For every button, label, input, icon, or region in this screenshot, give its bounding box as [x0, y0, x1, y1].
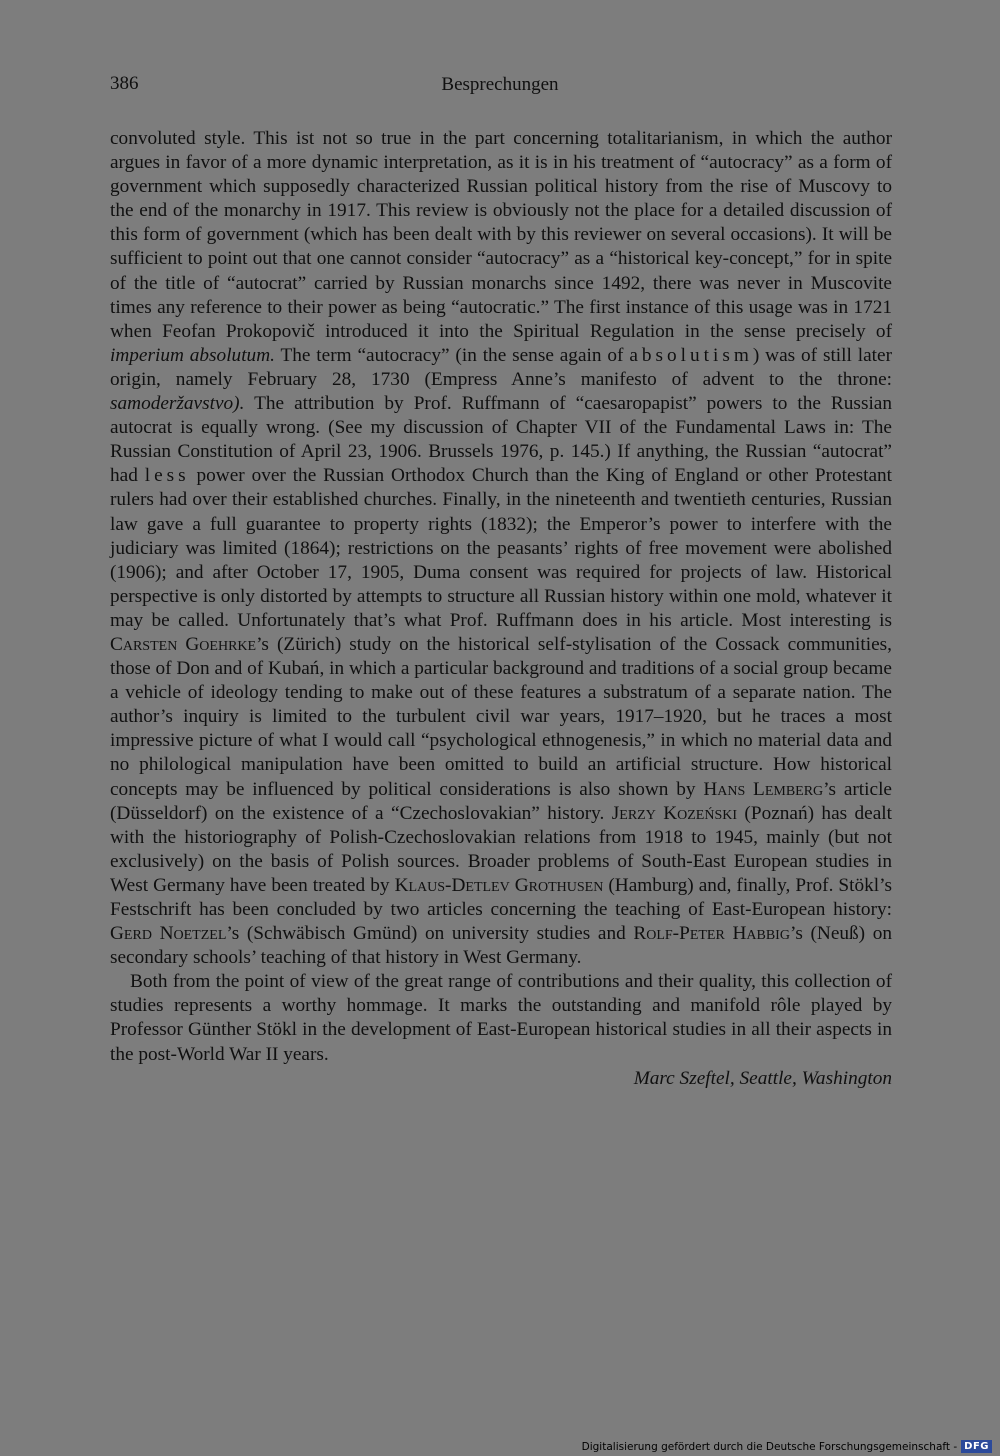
author-name: Carsten Goehrke [110, 633, 257, 655]
footer-text: Digitalisierung gefördert durch die Deutsche Forschungsgemeinschaft - [581, 1440, 958, 1453]
author-name: Rolf-Peter Habbig [633, 923, 790, 945]
author-name: Jerzy Kozeński [611, 802, 738, 824]
text-run: ) was of still later origin, namely February 28, 1730 (Empress Anne’s manifesto of advent to the throne: [110, 344, 892, 390]
page-number: 386 [110, 73, 139, 94]
paragraph-1 [110, 127, 892, 970]
italic-term: imperium absolutum. [110, 344, 275, 366]
text-run: (Poznań) has dealt with the historiography of Polish-Czechoslovakian relations from 1918 to 1945, mainly (but not exclusively) on the basis of Polish sources. Broader problems of South-East European studies in West Germany have been treated by [110, 802, 892, 896]
footer [582, 1440, 992, 1453]
text-run: ’s (Neuß) on secondary schools’ teaching of that history in West Germany. [110, 923, 893, 969]
spaced-term: less [144, 465, 190, 487]
paragraph-2: Both from the point of view of the great range of contributions and their quality, this collection of studies represents a worthy hommage. It marks the outstanding and manifold rôle played by Professor Günther Stökl in the development of East-European historical studies in all their aspects in the post-World War II years. [110, 971, 892, 1065]
text-run: ’s article (Düsseldorf) on the existence of a “Czechoslovakian” history. [110, 778, 892, 824]
author-name: Gerd Noetzel [110, 923, 227, 945]
text-run: ’s (Zürich) study on the historical self-stylisation of the Cossack communities, those of Don and of Kubań, in which a particular background and traditions of a social group became a vehicle of ideology tending to make out of these features a substratum of a separate nation. The author’s inquiry is limited to the turbulent civil war years, 1917–1920, but he traces a most impressive picture of what I would call “psychological ethnogenesis,” in which no material data and no philological manipulation have been omitted to build an artificial structure. How historical concepts may be influenced by political considerations is also shown by [110, 633, 893, 800]
author-name: Klaus-Detlev Grothusen [394, 874, 604, 896]
text-run: convoluted style. This ist not so true in the part concerning totalitarianism, in which the author argues in favor of a more dynamic interpretation, as it is in his treatment of “autocracy” as a form of government which supposedly characterized Russian political history from the rise of Muscovy to the end of the monarchy in 1917. This review is obviously not the place for a detailed discussion of this form of government (which has been dealt with by this reviewer on several occasions). It will be sufficient to point out that one cannot consider “autocracy” as a “historical key-concept,” for in spite of the title of “autocrat” carried by Russian monarchs since 1492, there was never in Muscovite times any reference to their power as being “autocratic.” The first instance of this usage was in 1721 when Feofan Prokopovič introduced it into the Spiritual Regulation in the sense precisely of [110, 128, 892, 342]
text-run: power over the Russian Orthodox Church than the King of England or other Protestant rulers had over their established churches. Finally, in the nineteenth and twentieth centuries, Russian law gave a full guarantee to property rights (1832); the Emperor’s power to interfere with the judiciary was limited (1864); restrictions on the peasants’ rights of free movement were abolished (1906); and after October 17, 1905, Duma consent was required for projects of law. Historical perspective is only distorted by attempts to structure all Russian history within one mold, whatever it may be called. Unfortunately that’s what Prof. Ruffmann does in his article. Most interesting is [110, 465, 892, 631]
text-run: ’s (Schwäbisch Gmünd) on university studies and [226, 923, 634, 945]
text-run: The term “autocracy” (in the sense again of [274, 344, 630, 366]
running-head: Besprechungen [441, 74, 559, 95]
dfg-logo: DFG [961, 1440, 992, 1453]
text-run: (Hamburg) and, finally, Prof. Stökl’s Festschrift has been concluded by two articles concerning the teaching of East-European history: [110, 874, 892, 920]
spaced-term: absolutism [629, 344, 753, 366]
text-run: The attribution by Prof. Ruffmann of “caesaropapist” powers to the Russian autocrat is equally wrong. (See my discussion of Chapter VII of the Fundamental Laws in: The Russian Constitution of April 23, 1906. Brussels 1976, p. 145.) If anything, the Russian “autocrat” had [110, 393, 892, 487]
text-block [110, 127, 892, 1091]
italic-term: samoderžavstvo). [110, 393, 245, 415]
signature: Marc Szeftel, Seattle, Washington [633, 1067, 892, 1089]
author-name: Hans Lemberg [703, 778, 824, 800]
